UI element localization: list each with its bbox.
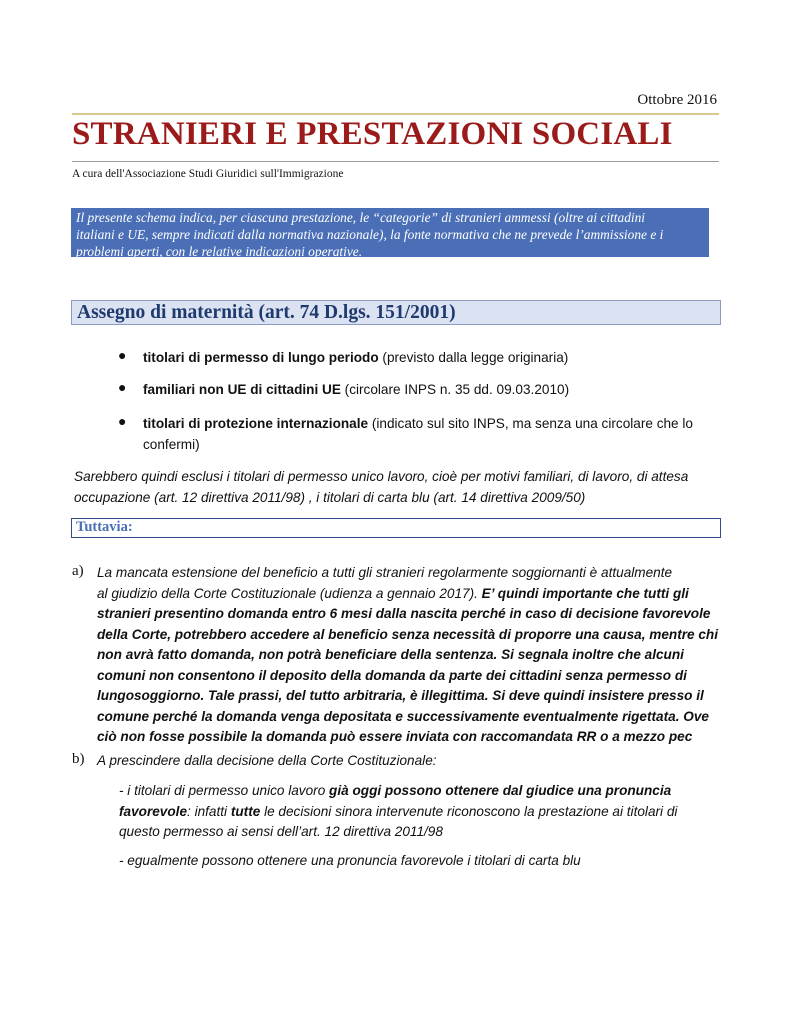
tuttavia-heading: Tuttavia: xyxy=(71,518,721,538)
bullet-icon: ● xyxy=(118,413,127,429)
intro-box xyxy=(71,208,709,257)
bullet-icon: ● xyxy=(118,379,127,395)
item-b-marker: b) xyxy=(72,751,85,767)
item-b-subitem: - i titolari di permesso unico lavoro già oggi possono ottenere dal giudice una pronuncia favorevole: infatti tutte le decisioni sinora intervenute riconoscono la prestazione ai titolari di questo permesso ai sensi dell’art. 12 direttiva 2011/98 xyxy=(119,783,678,839)
title-rule-bottom xyxy=(72,161,719,162)
document-title: STRANIERI E PRESTAZIONI SOCIALI xyxy=(72,116,673,152)
document-date: Ottobre 2016 xyxy=(637,92,717,108)
item-a-text: La mancata estensione del beneficio a tutti gli stranieri regolarmente soggiornanti è attualmente al giudizio della Corte Costituzionale (udienza a gennaio 2017). E’ quindi importante che tutti gli stranieri presentino domanda entro 6 mesi dalla nascita perché in caso di decisione favorevole della Corte, potrebbero accedere al beneficio senza necessità di proporre una causa, mentre chi non avrà fatto domanda, non potrà beneficiare della sentenza. Si segnala inoltre che alcuni comuni non consentono il deposito della domanda da parte dei cittadini senza permesso di lungosoggiorno. Tale prassi, del tutto arbitraria, è illegittima. Si deve quindi insistere presso il comune perché la domanda venga depositata e successivamente eventualmente rigettata. Ove ciò non fosse possibile la domanda può essere inviata con raccomandata RR o a mezzo pec xyxy=(97,565,718,744)
document-subtitle: A cura dell'Associazione Studi Giuridici sull'Immigrazione xyxy=(72,168,344,180)
intro-line: Il presente schema indica, per ciascuna prestazione, le “categorie” di stranieri ammessi (oltre ai cittadini xyxy=(76,210,646,225)
list-item: titolari di permesso di lungo periodo (previsto dalla legge originaria) xyxy=(143,350,569,365)
item-a-marker: a) xyxy=(72,563,84,579)
title-rule-top xyxy=(72,113,719,115)
intro-line: italiani e UE, sempre indicati dalla normativa nazionale), la fonte normativa che ne prevede l’ammissione e i xyxy=(76,227,664,242)
section-heading: Assegno di maternità (art. 74 D.lgs. 151/2001) xyxy=(71,300,721,325)
item-b-subitem: - egualmente possono ottenere una pronuncia favorevole i titolari di carta blu xyxy=(119,853,581,868)
excluded-paragraph: Sarebbero quindi esclusi i titolari di permesso unico lavoro, cioè per motivi familiari, di lavoro, di attesa occupazione (art. 12 direttiva 2011/98) , i titolari di carta blu (art. 14 direttiva 2009/50) xyxy=(74,469,689,505)
list-item: familiari non UE di cittadini UE (circolare INPS n. 35 dd. 09.03.2010) xyxy=(143,382,570,397)
intro-line: problemi aperti, con le relative indicazioni operative. xyxy=(76,244,363,259)
list-item: titolari di protezione internazionale (indicato sul sito INPS, ma senza una circolare che lo confermi) xyxy=(143,416,693,452)
item-b-intro: A prescindere dalla decisione della Corte Costituzionale: xyxy=(97,753,437,768)
bullet-icon: ● xyxy=(118,347,127,363)
